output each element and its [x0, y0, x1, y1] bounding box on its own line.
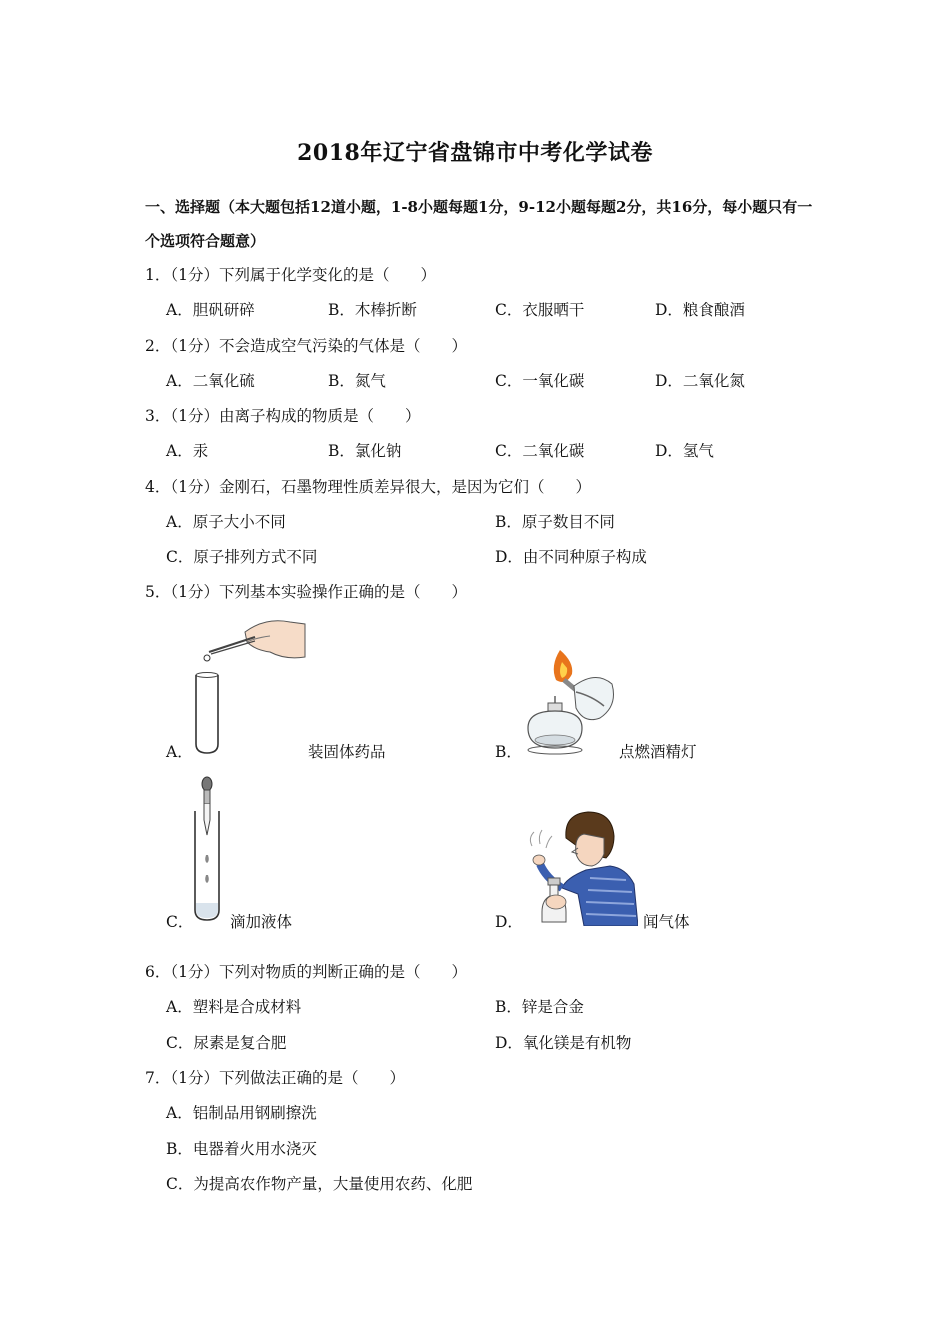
q7-option-a[interactable]: A．铝制品用钢刷擦洗 [166, 1104, 317, 1122]
q5-option-a-caption: 装固体药品 [308, 743, 386, 761]
q3-option-c[interactable]: C．二氧化碳 [495, 442, 585, 460]
question-3-stem: 3．（1分）由离子构成的物质是（ ） [145, 407, 421, 425]
figure-light-alcohol-lamp [518, 648, 618, 756]
q7-option-b[interactable]: B．电器着火用水浇灭 [166, 1140, 317, 1158]
q3-option-a[interactable]: A．汞 [166, 442, 209, 460]
section-header: 一、选择题（本大题包括12道小题，1-8小题每题1分，9-12小题每题2分，共16分，每小题只有一个选项符合题意） [145, 198, 813, 250]
q1-option-b[interactable]: B．木棒折断 [328, 301, 417, 319]
question-4-stem: 4．（1分）金刚石，石墨物理性质差异很大，是因为它们（ ） [145, 478, 591, 496]
figure-drip-liquid [190, 775, 230, 925]
q2-option-b[interactable]: B．氮气 [328, 372, 386, 390]
q5-option-c-letter[interactable]: C． [166, 913, 194, 931]
q5-option-d-letter[interactable]: D． [495, 913, 523, 931]
q1-option-a[interactable]: A．胆矾研碎 [166, 301, 255, 319]
q5-option-b-caption: 点燃酒精灯 [619, 743, 697, 761]
q4-option-c[interactable]: C．原子排列方式不同 [166, 548, 318, 566]
q1-option-c[interactable]: C．衣服晒干 [495, 301, 585, 319]
q6-option-b[interactable]: B．锌是合金 [495, 998, 584, 1016]
q2-option-c[interactable]: C．一氧化碳 [495, 372, 585, 390]
q5-option-c-caption: 滴加液体 [230, 913, 293, 931]
figure-smell-gas [526, 808, 638, 926]
question-7-stem: 7．（1分）下列做法正确的是（ ） [145, 1069, 405, 1087]
q1-option-d[interactable]: D．粮食酿酒 [655, 301, 745, 319]
q4-option-d[interactable]: D．由不同种原子构成 [495, 548, 647, 566]
q7-option-c[interactable]: C．为提高农作物产量，大量使用农药、化肥 [166, 1175, 473, 1193]
q2-option-d[interactable]: D．二氧化氮 [655, 372, 745, 390]
q5-option-b-letter[interactable]: B． [495, 743, 522, 761]
question-6-stem: 6．（1分）下列对物质的判断正确的是（ ） [145, 963, 467, 981]
question-5-stem: 5．（1分）下列基本实验操作正确的是（ ） [145, 583, 467, 601]
q2-option-a[interactable]: A．二氧化硫 [166, 372, 255, 390]
q5-option-d-caption: 闻气体 [643, 913, 690, 931]
q4-option-b[interactable]: B．原子数目不同 [495, 513, 615, 531]
question-2-stem: 2．（1分）不会造成空气污染的气体是（ ） [145, 337, 467, 355]
q4-option-a[interactable]: A．原子大小不同 [166, 513, 286, 531]
question-1-stem: 1．（1分）下列属于化学变化的是（ ） [145, 266, 436, 284]
q6-option-a[interactable]: A．塑料是合成材料 [166, 998, 302, 1016]
figure-add-solid-drug [185, 612, 310, 757]
q5-option-a-letter[interactable]: A． [166, 743, 193, 761]
q6-option-d[interactable]: D．氧化镁是有机物 [495, 1034, 632, 1052]
q6-option-c[interactable]: C．尿素是复合肥 [166, 1034, 287, 1052]
page-title: 2018年辽宁省盘锦市中考化学试卷 [297, 140, 653, 166]
q3-option-d[interactable]: D．氢气 [655, 442, 714, 460]
q3-option-b[interactable]: B．氯化钠 [328, 442, 402, 460]
